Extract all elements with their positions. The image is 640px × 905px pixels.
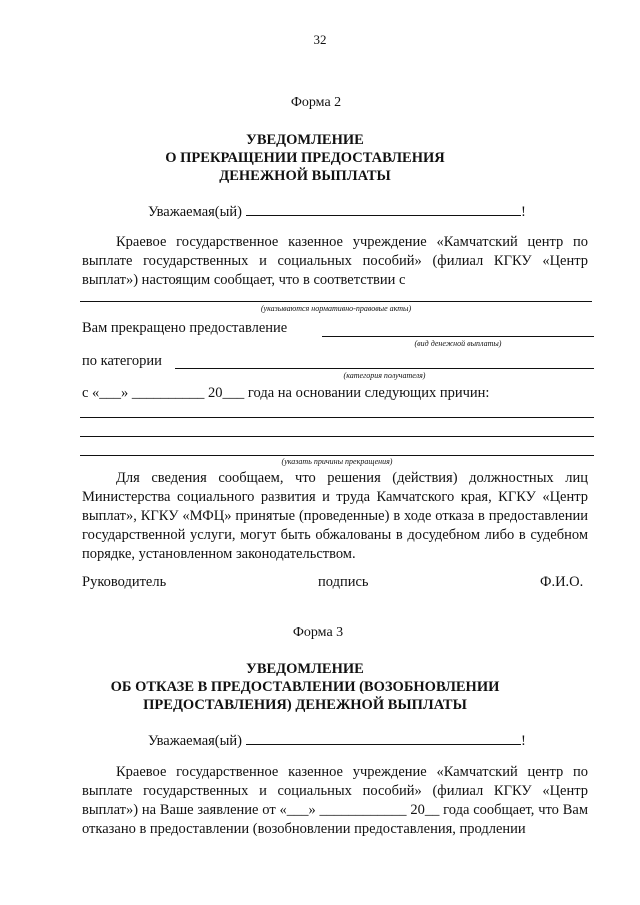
form3-title-line: ОБ ОТКАЗЕ В ПРЕДОСТАВЛЕНИИ (ВОЗОБНОВЛЕНИИ — [110, 679, 500, 695]
form3-title-line: УВЕДОМЛЕНИЕ — [246, 661, 364, 677]
greeting-end: ! — [520, 733, 526, 749]
form3-intro-paragraph: Краевое государственное казенное учреждение «Камчатский центр по выплате государственных и социальных пособий» (филиал КГКУ «Центр выплат») на Ваше заявление от «___» ____________ 20__ года сообщает, что Вам отказано в предоставлении (возобновлении предоставления, продлении — [82, 764, 588, 837]
hint-acts: (указываются нормативно-правовые акты) — [260, 304, 412, 313]
form2-title — [0, 131, 640, 185]
hint-category: (категория получателя) — [343, 371, 426, 380]
payment-blank-line — [322, 336, 594, 337]
signature-name: Ф.И.О. — [540, 574, 584, 590]
stop-label: Вам прекращено предоставление — [82, 320, 288, 336]
category-label: по категории — [82, 353, 162, 369]
reasons-blank-line-2 — [80, 436, 594, 437]
form2-label: Форма 2 — [290, 95, 342, 110]
form2-intro-paragraph: Краевое государственное казенное учреждение «Камчатский центр по выплате государственных и социальных пособий» (филиал КГКУ «Центр выплат») настоящим сообщает, что в соответствии с — [82, 234, 588, 288]
greeting-name-blank — [246, 730, 521, 745]
signature-sign: подпись — [318, 574, 369, 590]
form2-title-line: ДЕНЕЖНОЙ ВЫПЛАТЫ — [219, 168, 391, 184]
signature-head: Руководитель — [82, 574, 167, 590]
form2-greeting — [148, 201, 526, 221]
date-phrase: с «___» __________ 20___ года на основании следующих причин: — [82, 385, 490, 401]
hint-payment: (вид денежной выплаты) — [414, 339, 502, 348]
greeting-text: Уважаемая(ый) — [148, 733, 242, 749]
form2-appeal-paragraph: Для сведения сообщаем, что решения (действия) должностных лиц Министерства социального развития и труда Камчатского края, КГКУ «Центр выплат», КГКУ «МФЦ» принятые (проведенные) в ходе отказа в предоставлении государственной услуги, могут быть обжалованы в досудебном либо в судебном порядке, установленном законодательством. — [82, 470, 588, 562]
form2-title-line: УВЕДОМЛЕНИЕ — [246, 132, 364, 148]
form3-label: Форма 3 — [292, 625, 344, 640]
greeting-text: Уважаемая(ый) — [148, 204, 242, 220]
form3-title — [0, 660, 640, 714]
category-blank-line — [175, 368, 594, 369]
form2-title-line: О ПРЕКРАЩЕНИИ ПРЕДОСТАВЛЕНИЯ — [165, 150, 445, 166]
page-number: 32 — [313, 32, 327, 47]
acts-blank-line — [80, 301, 592, 302]
reasons-blank-line-1 — [80, 417, 594, 418]
greeting-name-blank — [246, 201, 521, 216]
form3-title-line: ПРЕДОСТАВЛЕНИЯ) ДЕНЕЖНОЙ ВЫПЛАТЫ — [143, 697, 467, 713]
hint-reasons: (указать причины прекращения) — [281, 457, 393, 466]
form3-greeting — [148, 730, 526, 750]
greeting-end: ! — [520, 204, 526, 220]
reasons-blank-line-3 — [80, 455, 594, 456]
